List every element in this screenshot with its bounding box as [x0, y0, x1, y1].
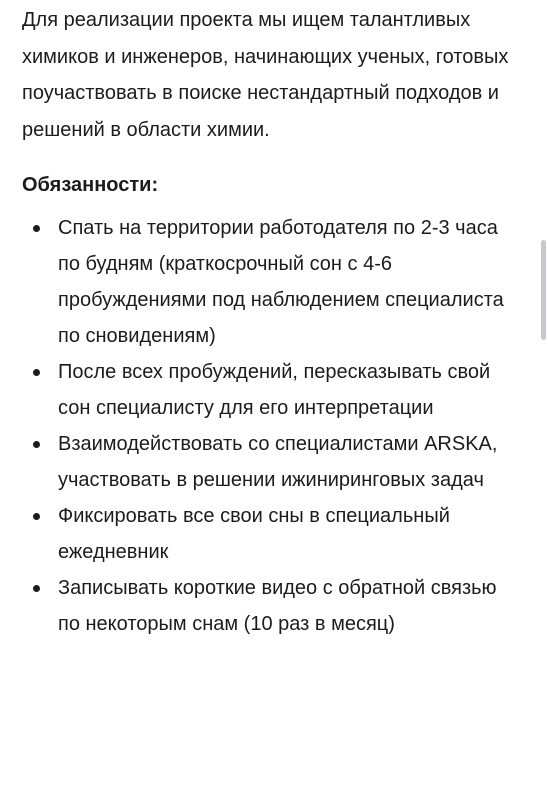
list-item-text: После всех пробуждений, пересказывать свой сон специалисту для его интерпретации	[58, 361, 491, 419]
list-item-text: Спать на территории работодателя по 2-3 часа по будням (краткосрочный сон с 4-6 пробуждениями под наблюдением специалиста по сновидениям)	[58, 217, 504, 347]
bullet-icon	[33, 225, 40, 232]
intro-paragraph: Для реализации проекта мы ищем талантливых химиков и инженеров, начинающих ученых, готовых поучаствовать в поиске нестандартный подходов и решений в области химии.	[22, 9, 509, 141]
list-item	[22, 498, 522, 570]
bullet-icon	[33, 441, 40, 448]
bullet-icon	[33, 369, 40, 376]
list-item	[22, 210, 522, 354]
list-item	[22, 426, 522, 498]
scrollbar[interactable]	[541, 240, 546, 340]
bullet-icon	[33, 585, 40, 592]
list-item-text: Записывать короткие видео с обратной связью по некоторым снам (10 раз в месяц)	[58, 577, 497, 635]
list-item	[22, 354, 522, 426]
list-item-text: Фиксировать все свои сны в специальный ежедневник	[58, 505, 450, 563]
list-item	[22, 570, 522, 642]
duties-heading: Обязанности:	[22, 174, 159, 196]
list-item-text: Взаимодействовать со специалистами ARSKA, участвовать в решении ижиниринговых задач	[58, 433, 498, 491]
bullet-icon	[33, 513, 40, 520]
duties-list	[22, 210, 522, 642]
post-content	[22, 0, 522, 642]
